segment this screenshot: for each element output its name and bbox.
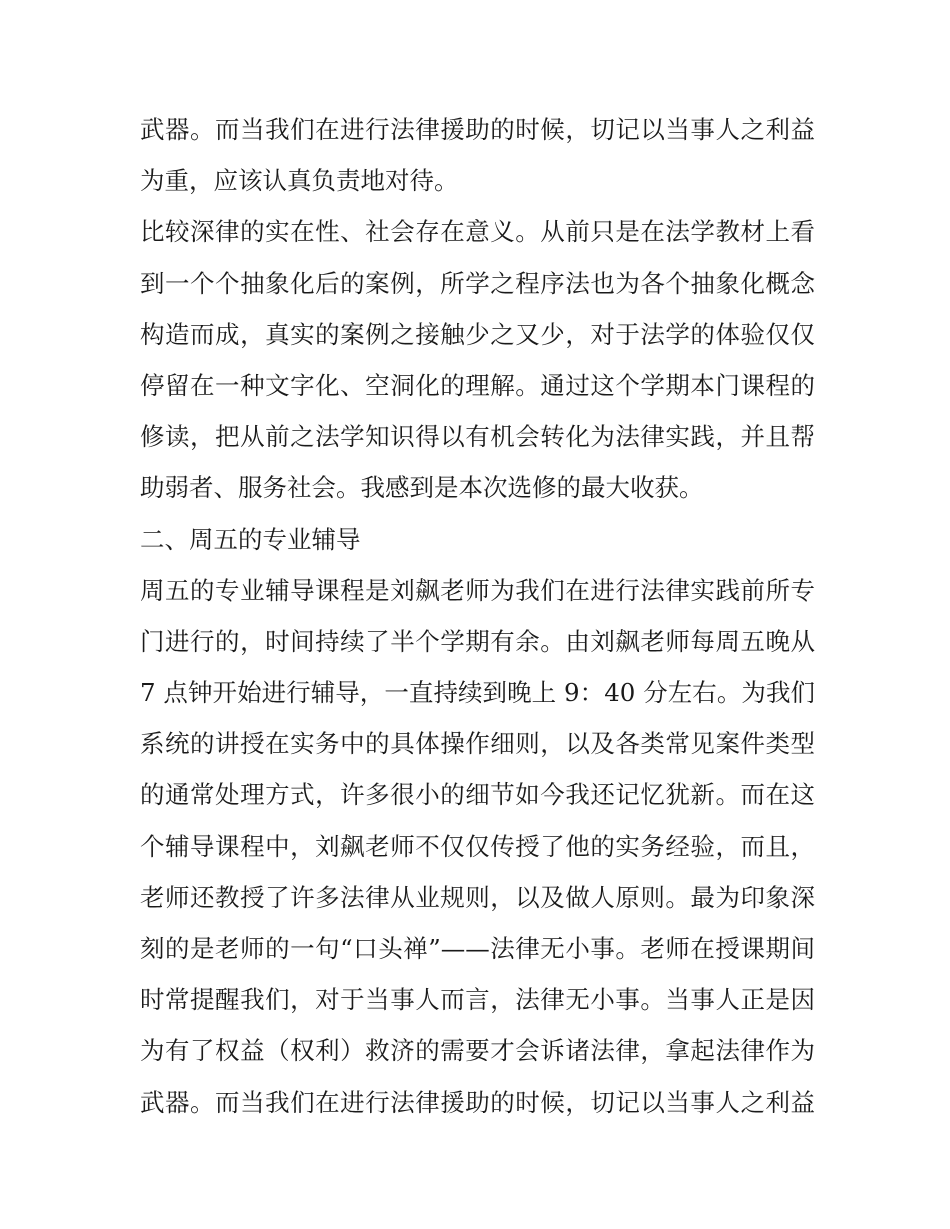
body-text: [140, 104, 815, 1128]
text-line: 时常提醒我们，对于当事人而言，法律无小事。当事人正是因: [140, 985, 815, 1015]
text-line: 的通常处理方式，许多很小的细节如今我还记忆犹新。而在这: [140, 780, 815, 810]
text-line: 为有了权益（权利）救济的需要才会诉诸法律，拿起法律作为: [140, 1036, 815, 1066]
text-line: 比较深律的实在性、社会存在意义。从前只是在法学教材上看: [140, 217, 815, 247]
text-line: 停留在一种文字化、空洞化的理解。通过这个学期本门课程的: [140, 370, 815, 400]
text-line: 个辅导课程中，刘飙老师不仅仅传授了他的实务经验，而且，: [140, 831, 815, 861]
text-line: 门进行的，时间持续了半个学期有余。由刘飙老师每周五晚从: [140, 626, 815, 656]
text-line: 为重，应该认真负责地对待。: [140, 166, 459, 196]
text-line: 助弱者、服务社会。我感到是本次选修的最大收获。: [140, 473, 704, 503]
text-line: 修读，把从前之法学知识得以有机会转化为法律实践，并且帮: [140, 422, 815, 452]
text-line: 构造而成，真实的案例之接触少之又少，对于法学的体验仅仅: [140, 319, 815, 349]
text-line: 系统的讲授在实务中的具体操作细则，以及各类常见案件类型: [140, 729, 815, 759]
text-line: 到一个个抽象化后的案例，所学之程序法也为各个抽象化概念: [140, 268, 815, 298]
text-line: 老师还教授了许多法律从业规则，以及做人原则。最为印象深: [140, 882, 815, 912]
section-heading: 二、周五的专业辅导: [140, 524, 361, 554]
text-line: 周五的专业辅导课程是刘飙老师为我们在进行法律实践前所专: [140, 575, 815, 605]
text-line: 武器。而当我们在进行法律援助的时候，切记以当事人之利益: [140, 1087, 815, 1117]
text-line: 7 点钟开始进行辅导，一直持续到晚上 9：40 分左右。为我们: [140, 678, 815, 708]
text-line: 刻的是老师的一句“口头禅”——法律无小事。老师在授课期间: [140, 934, 815, 963]
text-line: 武器。而当我们在进行法律援助的时候，切记以当事人之利益: [140, 115, 815, 144]
